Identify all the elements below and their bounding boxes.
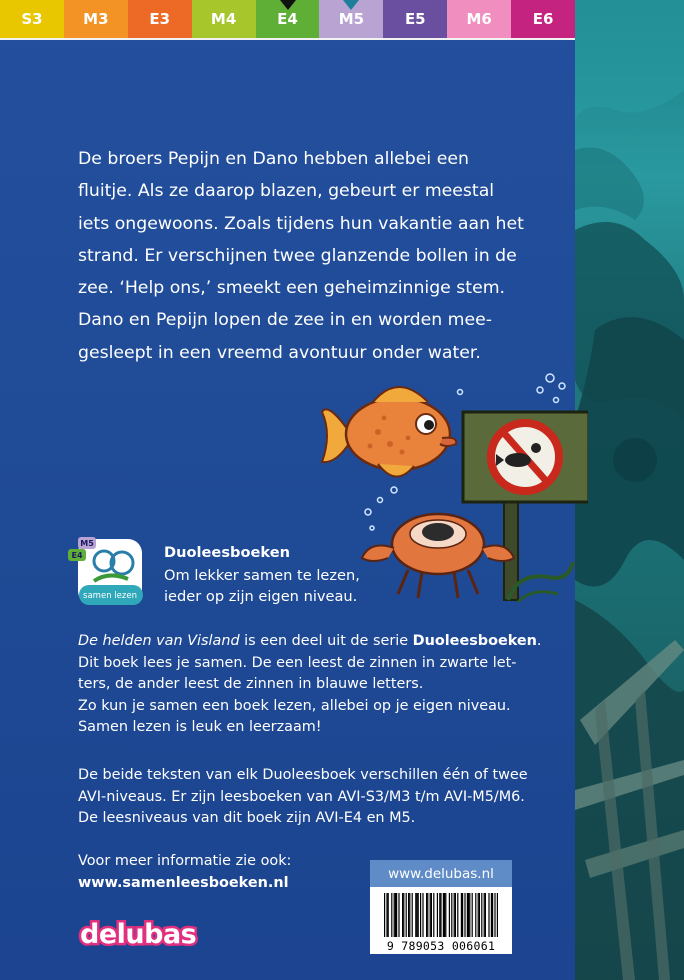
blurb-line: gesleept in een vreemd avontuur onder water.	[78, 342, 481, 363]
level-strip-divider	[0, 38, 575, 40]
logo-e-level: E4	[71, 551, 83, 560]
book-title: De helden van Visland	[78, 633, 240, 649]
selected-level-marker-icon	[343, 0, 359, 10]
level-label: S3	[21, 10, 43, 28]
series-title: Duoleesboeken	[164, 544, 290, 561]
description-line: Dit boek lees je samen. De een leest de zinnen in zwarte let-	[78, 654, 517, 671]
avi-info-line: AVI-niveaus. Er zijn leesboeken van AVI-S3/M3 t/m AVI-M5/M6.	[78, 788, 525, 805]
level-label: E6	[532, 10, 554, 28]
description-line: Samen lezen is leuk en leerzaam!	[78, 719, 322, 736]
selected-level-marker-icon	[280, 0, 296, 10]
blurb-line: fluitje. Als ze daarop blazen, gebeurt er meestal	[78, 181, 495, 202]
logo-caption: samen lezen	[83, 591, 137, 601]
logo-m-level: M5	[80, 539, 94, 548]
level-tab-m6	[447, 0, 511, 38]
story-blurb	[78, 143, 524, 369]
level-label: M4	[210, 10, 237, 28]
publisher-name: delubas	[80, 919, 197, 950]
isbn-barcode	[370, 887, 512, 954]
description-text: .	[536, 633, 542, 649]
description-line: ters, de ander leest de zinnen in blauwe letters.	[78, 676, 424, 693]
level-label: E4	[277, 10, 298, 28]
more-info-url[interactable]: www.samenleesboeken.nl	[78, 874, 289, 891]
series-subtitle	[164, 565, 360, 607]
description-line: Zo kun je samen een boek lezen, allebei op je eigen niveau.	[78, 697, 511, 714]
level-tab-m4	[192, 0, 256, 38]
description-text: is een deel uit de serie	[239, 633, 413, 649]
level-tab-s3	[0, 0, 64, 38]
level-label: E3	[149, 10, 171, 28]
level-tab-m3	[64, 0, 128, 38]
description-paragraph	[78, 631, 542, 739]
avi-info-line: De leesniveaus van dit boek zijn AVI-E4 en M5.	[78, 810, 416, 827]
description-first-line	[78, 631, 542, 653]
avi-info-paragraph	[78, 765, 528, 830]
blurb-line: strand. Er verschijnen twee glanzende bollen in de	[78, 245, 517, 266]
cover-illustration-strip	[575, 0, 684, 980]
blurb-line: Dano en Pepijn lopen de zee in en worden mee-	[78, 310, 493, 331]
blurb-line: iets ongewoons. Zoals tijdens hun vakantie aan het	[78, 213, 524, 234]
level-label: M3	[83, 10, 109, 28]
duoleesboeken-logo	[64, 535, 146, 611]
avi-info-line: De beide teksten van elk Duoleesboek verschillen één of twee	[78, 767, 528, 783]
series-name: Duoleesboeken	[412, 633, 537, 649]
blurb-line: De broers Pepijn en Dano hebben allebei een	[78, 149, 469, 169]
level-tab-e5	[383, 0, 447, 38]
series-subtitle-line: ieder op zijn eigen niveau.	[164, 588, 358, 605]
blurb-line: zee. ‘Help ons,’ smeekt een geheimzinnige stem.	[78, 278, 506, 299]
publisher-logo	[78, 912, 210, 952]
barcode-panel	[370, 860, 512, 954]
series-subtitle-line: Om lekker samen te lezen,	[164, 567, 360, 584]
level-tab-e3	[128, 0, 192, 38]
level-tab-e4	[256, 0, 320, 38]
level-label: M5	[338, 10, 365, 28]
level-label: E5	[404, 10, 426, 28]
publisher-website[interactable]: www.delubas.nl	[370, 860, 512, 887]
avi-level-strip	[0, 0, 575, 40]
level-tab-e6	[511, 0, 575, 38]
more-info-label: Voor meer informatie zie ook:	[78, 853, 292, 869]
level-tab-m5	[319, 0, 383, 38]
level-label: M6	[466, 10, 492, 28]
isbn-number: 9 789053 006061	[386, 939, 496, 953]
barcode-bars	[384, 893, 498, 937]
